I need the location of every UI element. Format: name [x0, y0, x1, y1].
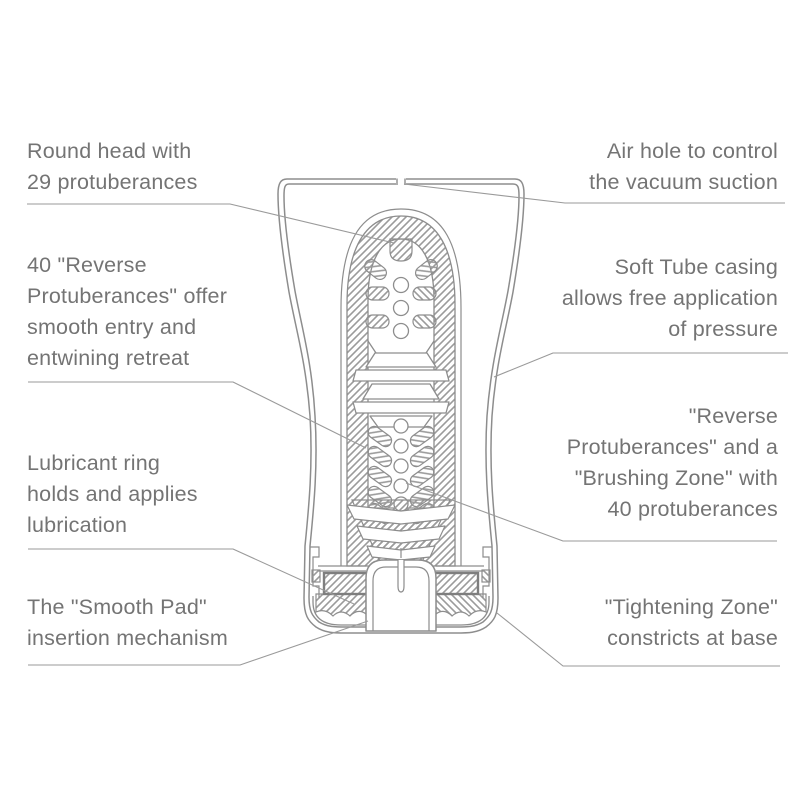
leader-round-head: [27, 204, 394, 243]
head-center-holes: [394, 278, 409, 339]
label-air-hole: Air hole to control the vacuum suction: [589, 139, 778, 194]
label-soft-tube-casing: Soft Tube casing allows free application of pressure: [561, 255, 778, 341]
label-smooth-pad: The "Smooth Pad" insertion mechanism: [27, 595, 228, 650]
label-reverse-protuberances-right: "Reverse Protuberances" and a "Brushing Zone" with 40 protuberances: [566, 404, 778, 521]
smooth-pad-channel: [366, 548, 436, 631]
side-bracket: [310, 547, 320, 598]
label-lubricant-ring: Lubricant ring holds and applies lubrication: [27, 451, 198, 537]
label-reverse-protuberances-left: 40 "Reverse Protuberances" offer smooth entry and entwining retreat: [27, 253, 228, 370]
leader-soft-tube-casing: [494, 353, 788, 377]
label-round-head: Round head with 29 protuberances: [27, 139, 198, 194]
base-slab: [316, 594, 366, 616]
label-tightening-zone: "Tightening Zone" constricts at base: [604, 595, 778, 650]
lower-center-holes: [394, 419, 408, 511]
